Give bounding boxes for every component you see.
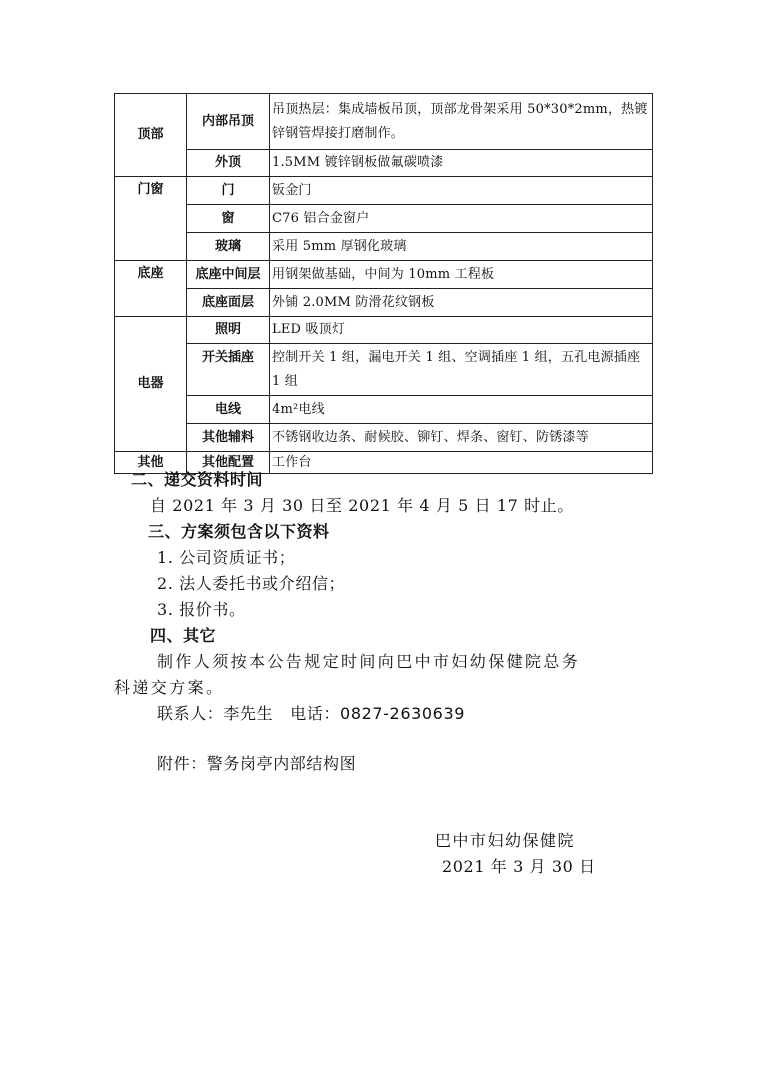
item-label: 开关插座 (187, 344, 270, 396)
item-label: 其他配置 (187, 452, 270, 474)
material-item: 1. 公司资质证书； (157, 548, 296, 567)
item-desc: 吊顶热层：集成墙板吊顶，顶部龙骨架采用 50*30*2mm，热镀锌钢管焊接打磨制作。 (270, 94, 653, 150)
submission-period-text: 自 2021 年 3 月 30 日至 2021 年 4 月 5 日 17 时止。 (150, 496, 574, 515)
category-other: 其他 (115, 452, 187, 474)
item-label: 照明 (187, 317, 270, 344)
section-heading-other: 四、其它 (150, 626, 217, 645)
notice-text-line: 制作人须按本公告规定时间向巴中市妇幼保健院总务 (157, 652, 581, 671)
item-desc: 控制开关 1 组，漏电开关 1 组、空调插座 1 组，五孔电源插座 1 组 (270, 344, 653, 396)
table-row (115, 344, 653, 396)
table-row (115, 205, 653, 233)
table-row (115, 233, 653, 261)
item-label: 内部吊顶 (187, 94, 270, 150)
item-label: 电线 (187, 396, 270, 424)
table-row (115, 261, 653, 289)
item-desc: 外铺 2.0MM 防滑花纹钢板 (270, 289, 653, 317)
item-desc: 1.5MM 镀锌钢板做氟碳喷漆 (270, 150, 653, 177)
attachment-note: 附件：警务岗亭内部结构图 (157, 754, 357, 773)
item-label: 门 (187, 177, 270, 205)
signature-organization: 巴中市妇幼保健院 (435, 831, 576, 850)
notice-text-line: 科递交方案。 (114, 678, 225, 697)
category-door-window: 门窗 (115, 177, 187, 261)
item-desc: 用钢架做基础，中间为 10mm 工程板 (270, 261, 653, 289)
item-desc: LED 吸顶灯 (270, 317, 653, 344)
material-item: 3. 报价书。 (157, 600, 246, 619)
item-desc: 4m²电线 (270, 396, 653, 424)
section-heading-submission-time: 二、递交资料时间 (131, 470, 264, 489)
item-label: 底座中间层 (187, 261, 270, 289)
category-base: 底座 (115, 261, 187, 317)
item-desc: 钣金门 (270, 177, 653, 205)
table-row (115, 94, 653, 150)
table-row (115, 289, 653, 317)
table-row (115, 396, 653, 424)
category-roof: 顶部 (115, 94, 187, 177)
item-desc: 采用 5mm 厚钢化玻璃 (270, 233, 653, 261)
section-heading-required-materials: 三、方案须包含以下资料 (148, 522, 330, 541)
item-label: 窗 (187, 205, 270, 233)
signature-date: 2021 年 3 月 30 日 (442, 857, 596, 876)
table-row (115, 150, 653, 177)
item-label: 其他辅料 (187, 424, 270, 452)
contact-info: 联系人：李先生 电话：0827-2630639 (157, 704, 466, 723)
item-desc: C76 铝合金窗户 (270, 205, 653, 233)
item-desc: 不锈钢收边条、耐候胶、铆钉、焊条、窗钉、防锈漆等 (270, 424, 653, 452)
table-row (115, 317, 653, 344)
table-row (115, 424, 653, 452)
item-desc: 工作台 (270, 452, 653, 474)
material-item: 2. 法人委托书或介绍信； (157, 574, 346, 593)
spec-table (114, 93, 653, 474)
category-electrical: 电器 (115, 317, 187, 452)
item-label: 底座面层 (187, 289, 270, 317)
item-label: 外顶 (187, 150, 270, 177)
item-label: 玻璃 (187, 233, 270, 261)
table-row (115, 177, 653, 205)
